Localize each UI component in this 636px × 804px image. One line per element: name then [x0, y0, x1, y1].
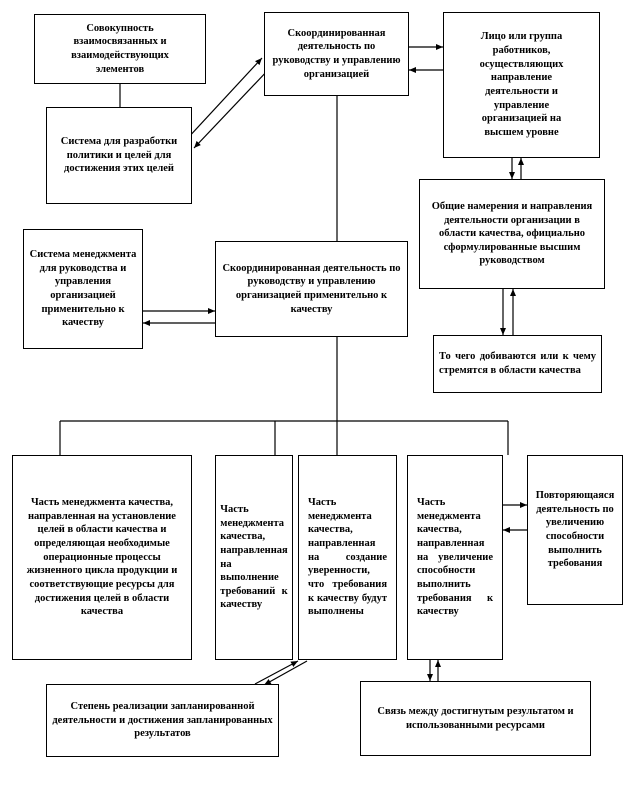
node-efficiency-text: Связь между достигнутым результатом и использованными ресурсами — [377, 705, 574, 731]
node-elements-text: Совокупность взаимосвязанных и взаимодействующих элементов — [71, 22, 169, 75]
arrow-effectiveness-to-assurance — [255, 661, 298, 684]
node-quality-improvement — [407, 455, 503, 660]
node-quality-mgmt-text: Скоординированная деятельность по руководству и управлению организацией применительно к качеству — [222, 262, 401, 315]
node-policy-system-text: Система для разработки политики и целей для достижения этих целей — [60, 136, 178, 175]
node-qms-text: Система менеджмента для руководства и управления организацией применительно к качеству — [29, 249, 137, 329]
node-top-management-text: Лицо или группа работников, осуществляющих направление деятельности и управление организацией на высшем уровне — [479, 31, 564, 138]
node-quality-planning-text: Часть менеджмента качества, направленная на установление целей в области качества и определяющая необходимые операционные процессы жизненного цикла продукции и соответствующие ресурсы для достижения целей в области качества — [26, 497, 178, 618]
node-effectiveness — [46, 684, 279, 757]
node-policy-system — [46, 107, 192, 204]
node-qms — [23, 229, 143, 349]
node-quality-improvement-text: Часть менеджмента качества, направленная на увеличение способности выполнить требования к качеству — [417, 497, 493, 618]
node-continual-improvement-text: Повторяющаяся деятельность по увеличению способности выполнить требования — [535, 490, 615, 570]
node-elements — [34, 14, 206, 84]
node-top-management — [443, 12, 600, 158]
node-efficiency — [360, 681, 591, 756]
node-effectiveness-text: Степень реализации запланированной деятельности и достижения запланированных результатов — [52, 701, 273, 740]
node-quality-objective — [433, 335, 602, 393]
node-quality-planning — [12, 455, 192, 660]
node-quality-control-text: Часть менеджмента качества, направленная на выполнение требований к качеству — [220, 503, 288, 611]
node-quality-assurance-text: Часть менеджмента качества, направленная на создание уверенности, что требования к качеству будут выполнены — [308, 497, 387, 618]
node-coordinated-mgmt-text: Скоординированная деятельность по руководству и управлению организацией — [272, 27, 401, 80]
node-quality-mgmt — [215, 241, 408, 337]
node-quality-policy-text: Общие намерения и направления деятельности организации в области качества, официально сформулированные высшим руководством — [431, 200, 593, 267]
node-quality-policy — [419, 179, 605, 289]
node-quality-assurance — [298, 455, 397, 660]
arrow-assurance-to-effectiveness — [264, 661, 307, 685]
node-quality-control — [215, 455, 293, 660]
node-continual-improvement — [527, 455, 623, 605]
node-quality-objective-text: То чего добиваются или к чему стремятся в области качества — [439, 351, 596, 376]
node-coordinated-mgmt — [264, 12, 409, 96]
